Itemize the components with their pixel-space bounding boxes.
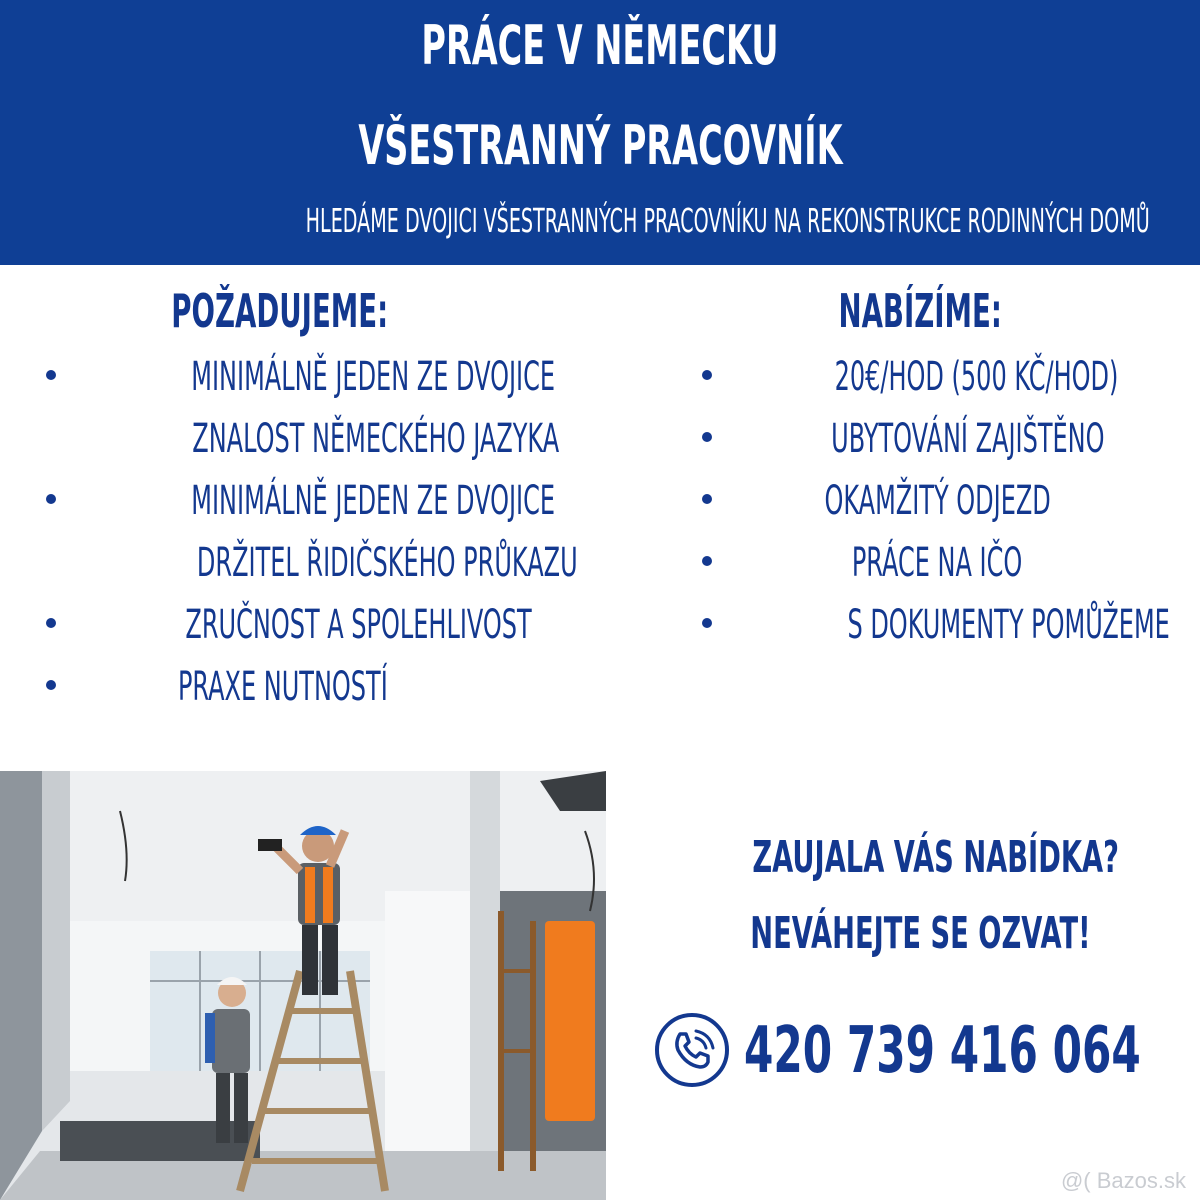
list-item: OKAMŽITÝ ODJEZD bbox=[640, 470, 1200, 532]
construction-workers-photo bbox=[0, 771, 606, 1200]
watermark: @( Bazos.sk bbox=[1060, 1168, 1186, 1193]
photo-illustration bbox=[0, 771, 606, 1200]
bullet-icon bbox=[46, 494, 56, 504]
cta-question: ZAUJALA VÁS NABÍDKA? bbox=[752, 832, 1119, 883]
call-to-action bbox=[640, 820, 1200, 972]
page-subtitle: HLEDÁME DVOJICI VŠESTRANNÝCH PRACOVNÍKU NA REKONSTRUKCE RODINNÝCH DOMŮ bbox=[305, 201, 1150, 240]
requirements-heading: POŽADUJEME: bbox=[171, 284, 389, 338]
requirements-section bbox=[0, 276, 578, 718]
phone-number[interactable]: 420 739 416 064 bbox=[744, 1014, 1141, 1088]
page-title-line-1: PRÁCE V NĚMECKU bbox=[421, 14, 779, 77]
bullet-icon bbox=[46, 680, 56, 690]
requirements-list bbox=[0, 346, 578, 718]
bullet-icon bbox=[702, 618, 712, 628]
list-item: MINIMÁLNĚ JEDEN ZE DVOJICE ZNALOST NĚMECKÉHO JAZYKA bbox=[0, 346, 560, 470]
offer-heading: NABÍZÍME: bbox=[838, 284, 1002, 338]
phone-icon bbox=[654, 1012, 730, 1088]
cta-invitation: NEVÁHEJTE SE OZVAT! bbox=[749, 908, 1091, 959]
list-item: UBYTOVÁNÍ ZAJIŠTĚNO bbox=[640, 408, 1200, 470]
bullet-icon bbox=[702, 432, 712, 442]
offer-section bbox=[640, 276, 1200, 656]
bullet-icon bbox=[702, 494, 712, 504]
phone-contact[interactable] bbox=[654, 1008, 1200, 1094]
list-item: 20€/HOD (500 KČ/HOD) bbox=[640, 346, 1200, 408]
bullet-icon bbox=[46, 370, 56, 380]
page-title-line-2: VŠESTRANNÝ PRACOVNÍK bbox=[357, 114, 843, 177]
bullet-icon bbox=[702, 370, 712, 380]
bullet-icon bbox=[46, 618, 56, 628]
header-banner bbox=[0, 0, 1200, 265]
list-item: ZRUČNOST A SPOLEHLIVOST bbox=[0, 594, 560, 656]
list-item: PRAXE NUTNOSTÍ bbox=[0, 656, 560, 718]
offer-list bbox=[640, 346, 1200, 656]
list-item: S DOKUMENTY POMŮŽEME bbox=[640, 594, 1200, 656]
list-item: PRÁCE NA IČO bbox=[640, 532, 1200, 594]
list-item: MINIMÁLNĚ JEDEN ZE DVOJICE DRŽITEL ŘIDIČSKÉHO PRŮKAZU bbox=[0, 470, 560, 594]
bullet-icon bbox=[702, 556, 712, 566]
